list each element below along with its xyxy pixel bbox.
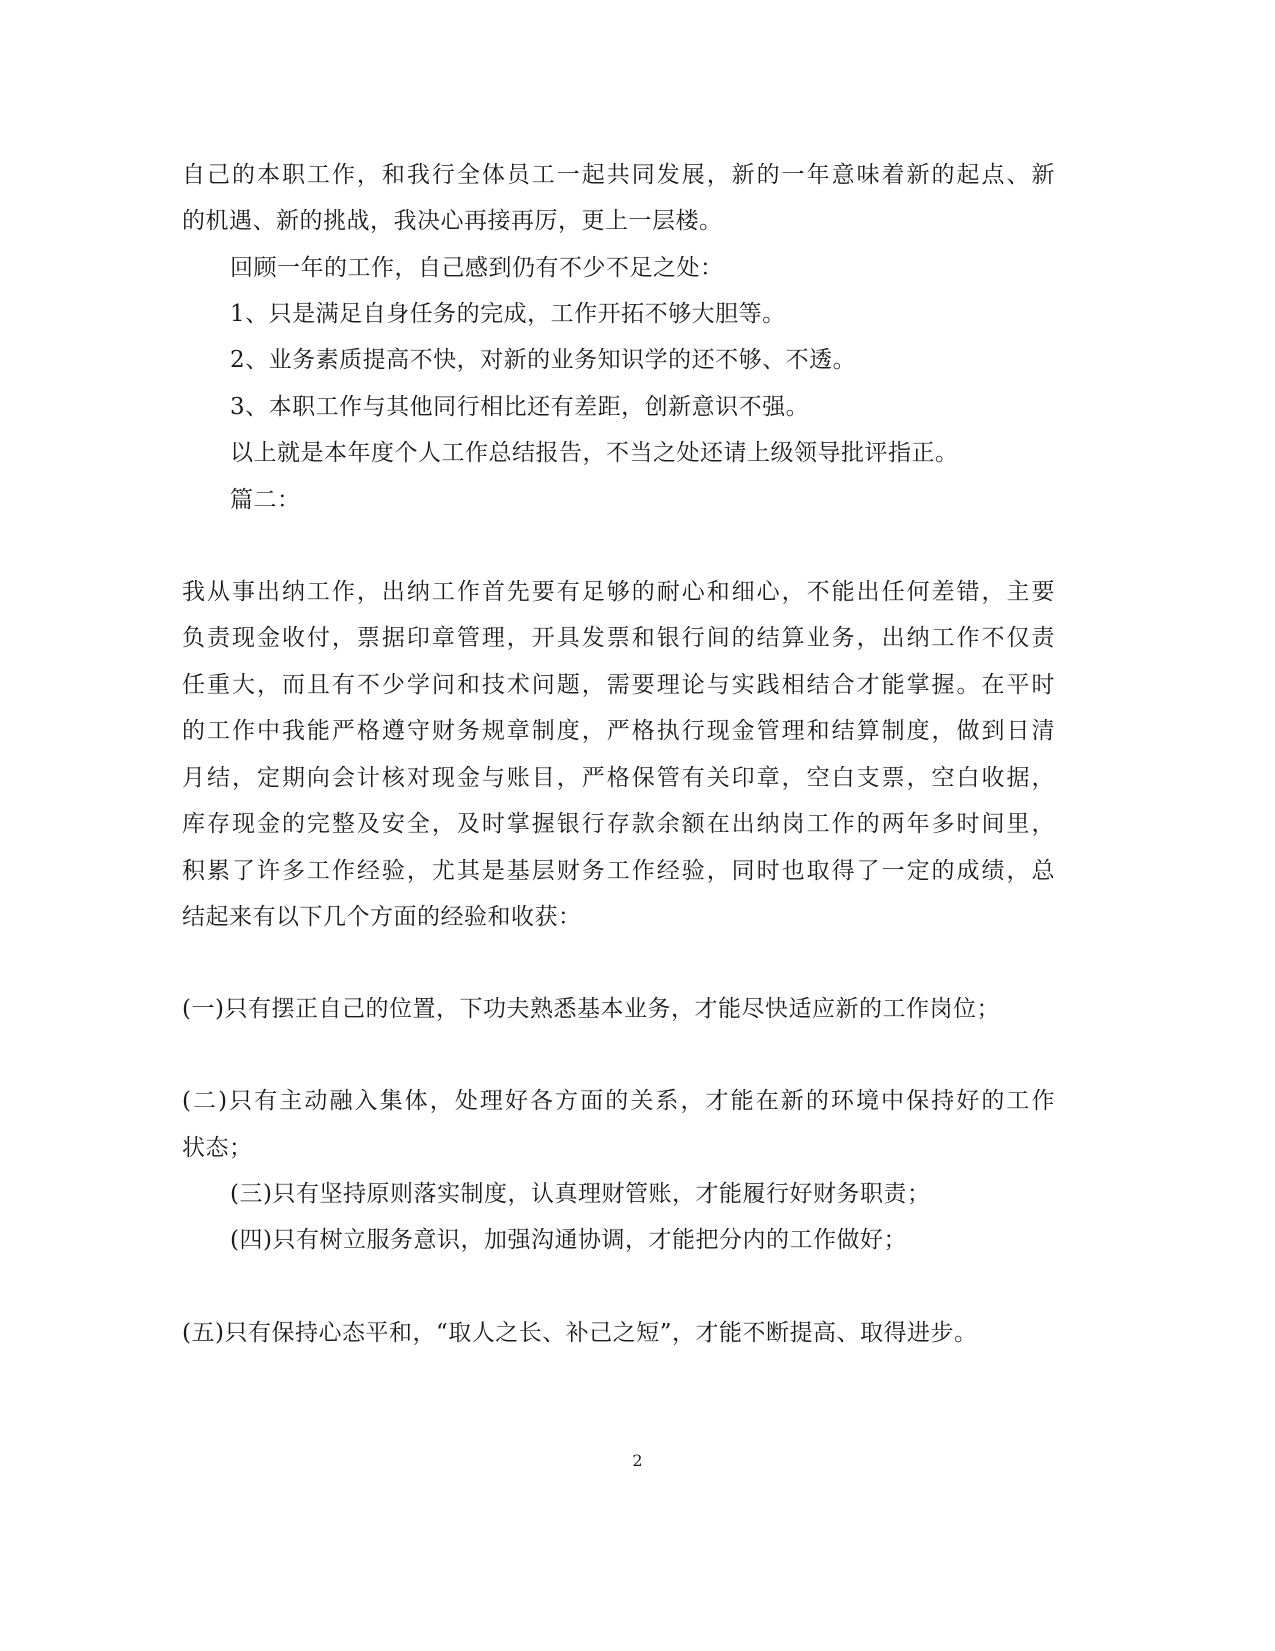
text-line-9: 我从事出纳工作，出纳工作首先要有足够的耐心和细心，不能出任何差错，主要 (182, 579, 1055, 605)
text-line-7: 以上就是本年度个人工作总结报告，不当之处还请上级领导批评指正。 (230, 440, 959, 466)
text-line-12: 的工作中我能严格遵守财务规章制度，严格执行现金管理和结算制度，做到日清 (182, 718, 1055, 744)
text-line-10: 负责现金收付，票据印章管理，开具发票和银行间的结算业务，出纳工作不仅责 (182, 625, 1055, 651)
text-line-6: 3、本职工作与其他同行相比还有差距，创新意识不强。 (230, 394, 810, 420)
text-line-11: 任重大，而且有不少学问和技术问题，需要理论与实践相结合才能掌握。在平时 (182, 672, 1055, 698)
page-number: 2 (632, 1451, 643, 1470)
section-heading: 篇二： (230, 487, 301, 513)
list-item-4: (四)只有树立服务意识，加强沟通协调，才能把分内的工作做好； (230, 1227, 907, 1253)
list-item-5: (五)只有保持心态平和，“取人之长、补己之短”，才能不断提高、取得进步。 (182, 1320, 978, 1346)
text-line-16: 结起来有以下几个方面的经验和收获： (182, 904, 582, 930)
text-line-2: 的机遇、新的挑战，我决心再接再厉，更上一层楼。 (182, 208, 723, 234)
text-line-5: 2、业务素质提高不快，对新的业务知识学的还不够、不透。 (230, 347, 857, 373)
text-line-3: 回顾一年的工作，自己感到仍有不少不足之处： (230, 255, 724, 281)
text-line-14: 库存现金的完整及安全，及时掌握银行存款余额在出纳岗工作的两年多时间里， (182, 811, 1055, 837)
list-item-2: (二)只有主动融入集体，处理好各方面的关系，才能在新的环境中保持好的工作 (182, 1088, 1055, 1114)
list-item-2-continued: 状态； (182, 1135, 253, 1161)
text-line-15: 积累了许多工作经验，尤其是基层财务工作经验，同时也取得了一定的成绩，总 (182, 858, 1055, 884)
list-item-1: (一)只有摆正自己的位置，下功夫熟悉基本业务，才能尽快适应新的工作岗位； (182, 996, 1000, 1022)
text-line-1: 自己的本职工作，和我行全体员工一起共同发展，新的一年意味着新的起点、新 (182, 162, 1055, 188)
text-line-4: 1、只是满足自身任务的完成，工作开拓不够大胆等。 (230, 301, 786, 327)
text-line-13: 月结，定期向会计核对现金与账目，严格保管有关印章，空白支票，空白收据， (182, 765, 1055, 791)
list-item-3: (三)只有坚持原则落实制度，认真理财管账，才能履行好财务职责； (230, 1181, 931, 1207)
